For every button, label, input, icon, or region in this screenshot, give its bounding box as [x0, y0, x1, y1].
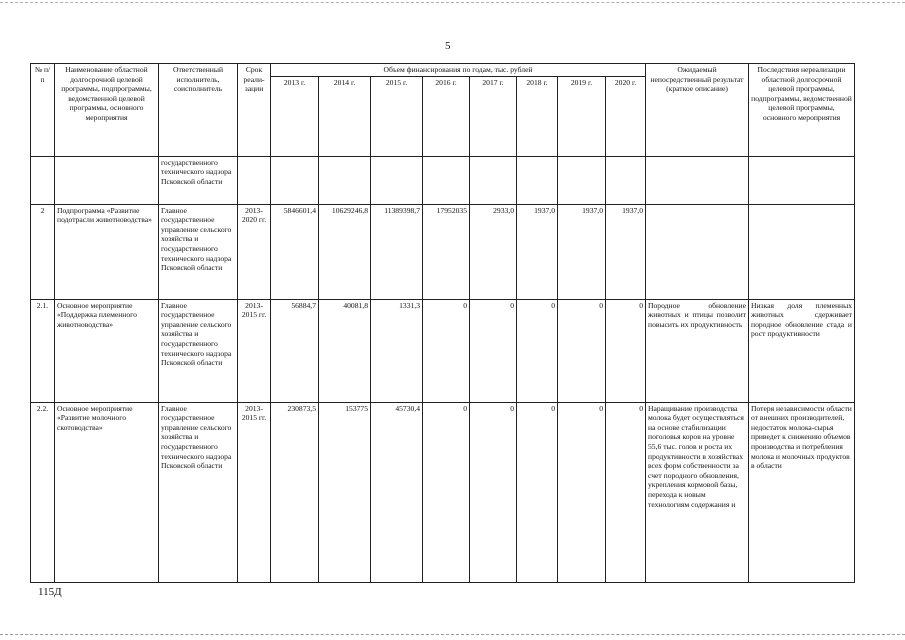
table-row	[31, 299, 855, 402]
value-cell: 40081,8	[319, 299, 371, 402]
header-term: Срок реали-зации	[238, 64, 271, 157]
row-number: 2.1.	[31, 299, 55, 402]
value-cell: 1331,3	[371, 299, 423, 402]
row-consequences: Потеря независимости области от внешних производителей, недостаток молока-сырья приведет к снижению объемов производства и потребления молока и молочных продуктов в области	[749, 402, 855, 582]
value-cell: 0	[606, 402, 646, 582]
header-consequences: Последствия нереализации областной долгосрочной целевой программы, подпрограммы, ведомственной целевой программы, основного мероприятия	[749, 64, 855, 157]
header-year: 2015 г.	[371, 76, 423, 156]
value-cell: 11389398,7	[371, 204, 423, 299]
row-consequences	[749, 204, 855, 299]
header-num: № п/п	[31, 64, 55, 157]
table-row-continuation	[31, 156, 855, 204]
value-cell: 2933,0	[470, 204, 517, 299]
header-year: 2019 г.	[558, 76, 606, 156]
header-year: 2017 г.	[470, 76, 517, 156]
row-term: 2013-2015 гг.	[238, 402, 271, 582]
page-top-edge	[0, 2, 905, 3]
value-cell: 1937,0	[606, 204, 646, 299]
row-expected	[646, 204, 749, 299]
header-expected: Ожидаемый непосредственный результат (краткое описание)	[646, 64, 749, 157]
row-responsible: Главное государственное управление сельского хозяйства и государственного технического надзора Псковской области	[159, 402, 238, 582]
header-name: Наименование областной долгосрочной целевой программы, подпрограммы, ведомственной целевой программы, основного мероприятия	[55, 64, 159, 157]
value-cell: 1937,0	[517, 204, 558, 299]
header-row	[31, 64, 855, 77]
value-cell: 0	[558, 402, 606, 582]
row-number: 2.2.	[31, 402, 55, 582]
row-number: 2	[31, 204, 55, 299]
table-row	[31, 204, 855, 299]
value-cell: 45730,4	[371, 402, 423, 582]
header-year: 2016 г.	[423, 76, 470, 156]
row-expected: Наращивание производства молока будет осуществляться на основе стабилизации поголовья коров на уровне 55,6 тыс. голов и роста их продуктивности в хозяйствах всех форм собственности за счет породного обновления, укрепления кормовой базы, перехода к новым технологиям содержания и	[646, 402, 749, 582]
table-row	[31, 402, 855, 582]
value-cell: 0	[517, 402, 558, 582]
header-year: 2020 г.	[606, 76, 646, 156]
value-cell: 0	[517, 299, 558, 402]
row-name: Основное мероприятие «Развитие молочного скотоводства»	[55, 402, 159, 582]
value-cell: 0	[423, 299, 470, 402]
value-cell: 0	[470, 299, 517, 402]
header-funding: Объем финансирования по годам, тыс. рублей	[271, 64, 646, 77]
value-cell: 17952035	[423, 204, 470, 299]
page-bottom-edge	[0, 634, 905, 635]
header-year: 2013 г.	[271, 76, 319, 156]
value-cell: 0	[470, 402, 517, 582]
row-responsible: Главное государственное управление сельского хозяйства и государственного технического надзора Псковской области	[159, 299, 238, 402]
row-term: 2013-2015 гг.	[238, 299, 271, 402]
row-consequences: Низкая доля племенных животных сдерживает породное обновление стада и рост продуктивности	[749, 299, 855, 402]
row-responsible: Главное государственное управление сельского хозяйства и государственного технического надзора Псковской области	[159, 204, 238, 299]
value-cell: 230873,5	[271, 402, 319, 582]
document-code: 115Д	[38, 586, 62, 598]
value-cell: 0	[558, 299, 606, 402]
row-name: Основное мероприятие «Поддержка племенного животноводства»	[55, 299, 159, 402]
value-cell: 56884,7	[271, 299, 319, 402]
row-name: Подпрограмма «Развитие подотрасли животноводства»	[55, 204, 159, 299]
value-cell: 153775	[319, 402, 371, 582]
page-number: 5	[445, 40, 451, 52]
header-year: 2018 г.	[517, 76, 558, 156]
value-cell: 0	[606, 299, 646, 402]
row-expected: Породное обновление животных и птицы позволит повысить их продуктивность	[646, 299, 749, 402]
value-cell: 1937,0	[558, 204, 606, 299]
value-cell: 5846601,4	[271, 204, 319, 299]
header-responsible: Ответственный исполнитель, соисполнитель	[159, 64, 238, 157]
value-cell: 10629246,8	[319, 204, 371, 299]
funding-table	[30, 63, 855, 583]
responsible-cell: государственного технического надзора Псковской области	[159, 156, 238, 204]
value-cell: 0	[423, 402, 470, 582]
header-year: 2014 г.	[319, 76, 371, 156]
row-term: 2013-2020 гг.	[238, 204, 271, 299]
